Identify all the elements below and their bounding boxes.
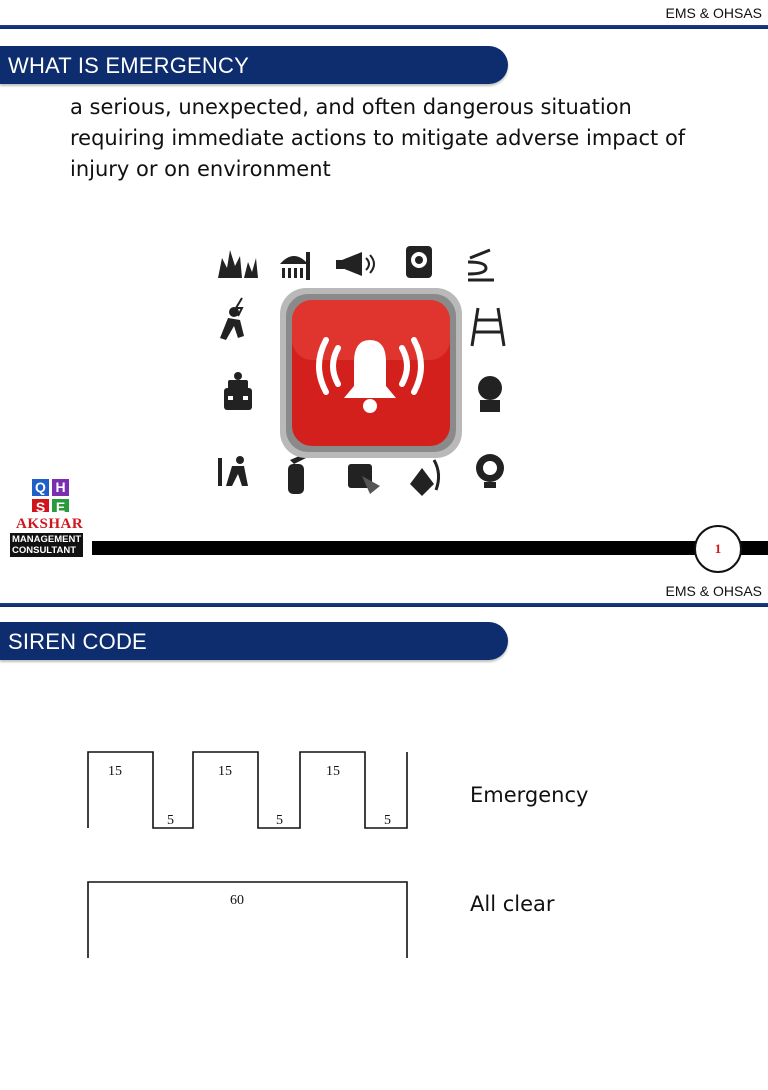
phone-alarm-icon (406, 246, 432, 278)
all-clear-label: All clear (470, 892, 555, 916)
emergency-low-2: 5 (276, 813, 283, 828)
logo-letter-h: H (52, 479, 69, 496)
siren-waveforms (80, 738, 420, 968)
logo-letter-e: E (52, 499, 69, 512)
alarm-bell-icon (476, 454, 504, 488)
logo-letter-s: S (32, 499, 49, 512)
title-bar (0, 622, 508, 660)
electric-shock-icon (220, 298, 244, 340)
page-number: 1 (694, 525, 742, 573)
slide-siren-code (0, 578, 768, 1090)
fire-extinguisher-icon (288, 454, 306, 494)
fire-gas-icon (410, 460, 439, 496)
title-bar (0, 46, 508, 84)
person-in-smoke-icon (478, 376, 502, 412)
header-rule (0, 25, 768, 29)
logo-subtitle (10, 533, 83, 557)
slide-what-is-emergency (0, 0, 768, 512)
footer-bar (92, 541, 768, 555)
header-rule (0, 603, 768, 607)
all-clear-duration: 60 (230, 893, 244, 908)
header-label: EMS & OHSAS (665, 583, 762, 599)
slide-title: WHAT IS EMERGENCY (8, 53, 249, 78)
emergency-high-3: 15 (326, 764, 340, 779)
ladder-icon (472, 308, 504, 346)
emergency-exit-icon (218, 456, 248, 486)
logo-line1: MANAGEMENT (12, 534, 82, 545)
emergency-high-2: 15 (218, 764, 232, 779)
emergency-high-1: 15 (108, 764, 122, 779)
shower-icon (280, 252, 310, 280)
emergency-low-3: 5 (384, 813, 391, 828)
logo-line2: CONSULTANT (12, 545, 77, 556)
hose-icon (468, 250, 494, 280)
emergency-low-1: 5 (167, 813, 174, 828)
all-clear-waveform (88, 882, 407, 958)
header-label: EMS & OHSAS (665, 5, 762, 21)
definition-text: a serious, unexpected, and often dangerous situation requiring immediate actions to mitigate adverse impact of injury or on environment (70, 95, 686, 181)
police-car-icon (224, 372, 252, 410)
emergency-bell-button-icon (280, 288, 462, 458)
emergency-waveform (88, 752, 407, 828)
fire-icon (218, 250, 258, 278)
emergency-icons-illustration (210, 228, 528, 500)
megaphone-icon (336, 252, 374, 276)
emergency-label: Emergency (470, 783, 589, 807)
slide-title: SIREN CODE (8, 629, 147, 654)
push-button-icon (348, 464, 380, 494)
logo-letter-q: Q (32, 479, 49, 496)
logo-brand: AKSHAR (16, 516, 84, 532)
